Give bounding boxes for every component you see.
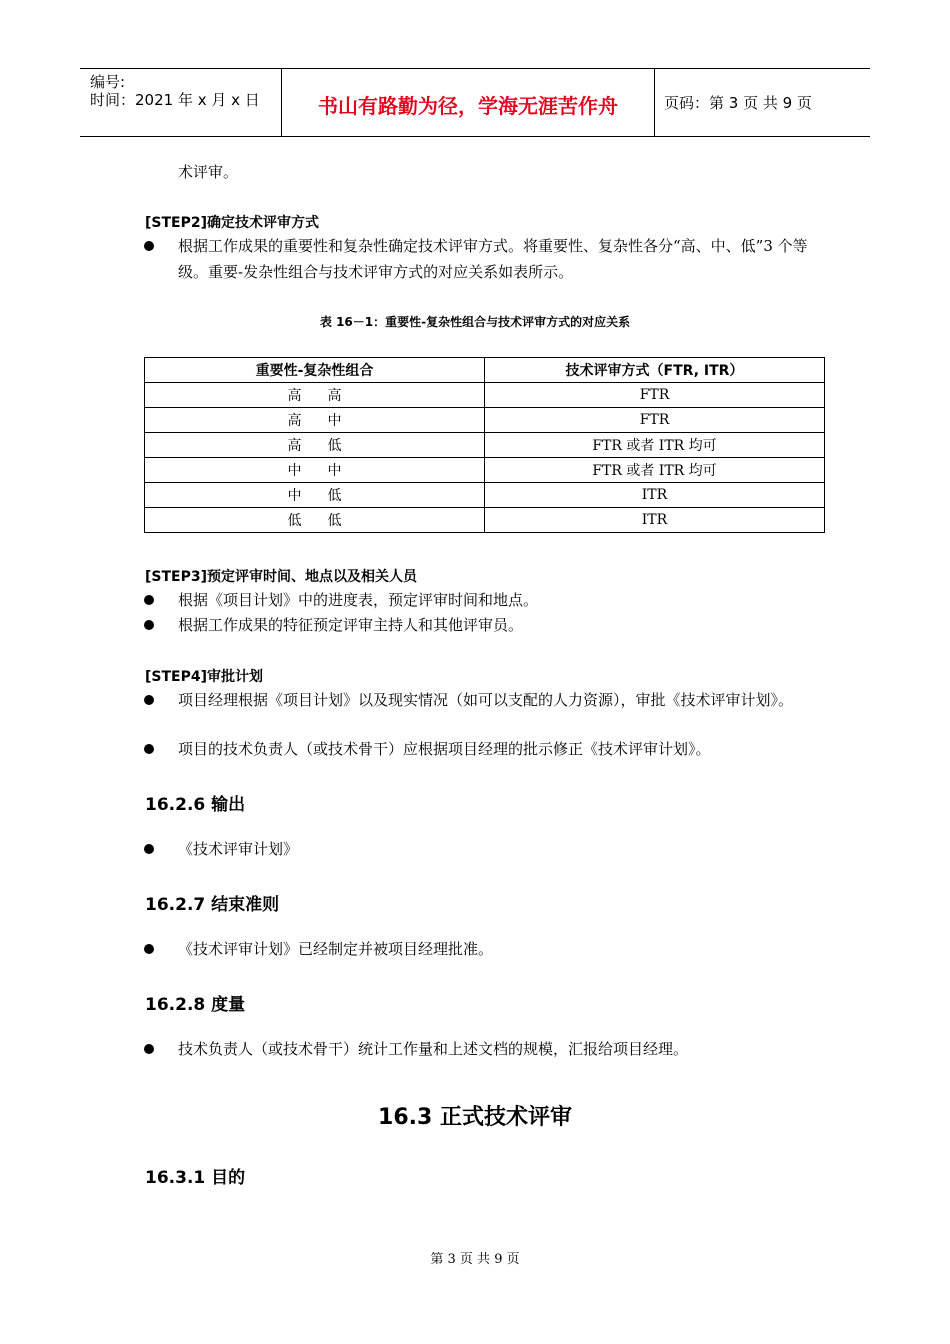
section-heading-measurement: 16.2.8 度量: [145, 995, 246, 1015]
bullet-dot: [144, 844, 154, 854]
paragraph-tail: 术评审。: [178, 163, 239, 181]
doc-time-label: 时间：2021 年 x 月 x 日: [90, 91, 260, 109]
combination-cell: 中 中: [145, 458, 485, 483]
header-divider: [654, 68, 655, 136]
review-method-cell: FTR: [485, 383, 825, 408]
header-page-number: 页码：第 3 页 共 9 页: [664, 94, 812, 112]
table-row: [145, 383, 825, 408]
review-method-cell: FTR: [485, 408, 825, 433]
combination-cell: 高 中: [145, 408, 485, 433]
review-method-cell: FTR 或者 ITR 均可: [485, 433, 825, 458]
bullet-dot: [144, 620, 154, 630]
bullet-dot: [144, 595, 154, 605]
header-top-rule: [80, 68, 870, 69]
doc-number-label: 编号:: [90, 73, 126, 91]
section-heading-formal-review: 16.3 正式技术评审: [378, 1105, 572, 1130]
section-heading-exit-criteria: 16.2.7 结束准则: [145, 895, 280, 915]
column-header: 重要性-复杂性组合: [145, 358, 485, 383]
section-heading-purpose: 16.3.1 目的: [145, 1168, 246, 1188]
exit-criteria-bullet: 《技术评审计划》已经制定并被项目经理批准。: [178, 940, 494, 958]
header-bottom-rule: [80, 136, 870, 137]
step4-bullet: 项目经理根据《项目计划》以及现实情况（如可以支配的人力资源），审批《技术评审计划》。: [178, 691, 794, 709]
step3-title: [STEP3]预定评审时间、地点以及相关人员: [145, 569, 417, 585]
section-heading-output: 16.2.6 输出: [145, 795, 246, 815]
bullet-dot: [144, 241, 154, 251]
bullet-dot: [144, 695, 154, 705]
combination-cell: 低 低: [145, 508, 485, 533]
table-header-row: [145, 358, 825, 383]
table-row: [145, 458, 825, 483]
combination-cell: 高 低: [145, 433, 485, 458]
table-row: [145, 483, 825, 508]
combination-cell: 中 低: [145, 483, 485, 508]
bullet-dot: [144, 1044, 154, 1054]
header-motto: 书山有路勤为径，学海无涯苦作舟: [318, 94, 618, 118]
table-row: [145, 508, 825, 533]
column-header: 技术评审方式（FTR, ITR）: [485, 358, 825, 383]
review-method-cell: ITR: [485, 508, 825, 533]
step4-bullet: 项目的技术负责人（或技术骨干）应根据项目经理的批示修正《技术评审计划》。: [178, 740, 711, 758]
review-method-cell: ITR: [485, 483, 825, 508]
step2-bullet: 根据工作成果的重要性和复杂性确定技术评审方式。将重要性、复杂性各分“高、中、低”3 个等级。重要-发杂性组合与技术评审方式的对应关系如表所示。: [178, 237, 808, 281]
review-method-cell: FTR 或者 ITR 均可: [485, 458, 825, 483]
output-bullet: 《技术评审计划》: [178, 840, 299, 858]
importance-complexity-table: [144, 357, 825, 533]
page-footer: 第 3 页 共 9 页: [430, 1252, 520, 1267]
bullet-dot: [144, 744, 154, 754]
step4-title: [STEP4]审批计划: [145, 669, 263, 685]
step2-title: [STEP2]确定技术评审方式: [145, 215, 319, 231]
table-caption: 表 16－1：重要性-复杂性组合与技术评审方式的对应关系: [319, 315, 631, 329]
step3-bullet: 根据《项目计划》中的进度表，预定评审时间和地点。: [178, 591, 539, 609]
table-row: [145, 433, 825, 458]
bullet-dot: [144, 944, 154, 954]
measurement-bullet: 技术负责人（或技术骨干）统计工作量和上述文档的规模，汇报给项目经理。: [178, 1040, 689, 1058]
table-row: [145, 408, 825, 433]
combination-cell: 高 高: [145, 383, 485, 408]
step3-bullet: 根据工作成果的特征预定评审主持人和其他评审员。: [178, 616, 524, 634]
